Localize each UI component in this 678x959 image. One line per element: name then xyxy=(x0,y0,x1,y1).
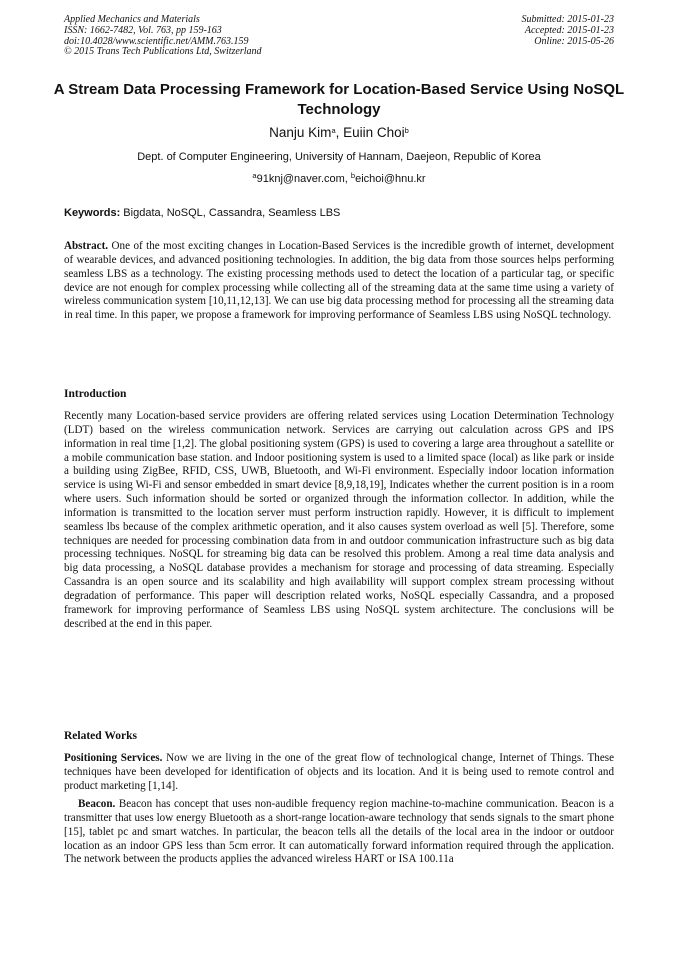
issn-line: ISSN: 1662-7482, Vol. 763, pp 159-163 xyxy=(64,24,222,36)
copyright-line: © 2015 Trans Tech Publications Ltd, Switzerland xyxy=(64,46,262,58)
beacon-label: Beacon. xyxy=(78,798,116,810)
positioning-label: Positioning Services. xyxy=(64,752,163,764)
abstract-label: Abstract. xyxy=(64,240,109,252)
affiliation: Dept. of Computer Engineering, University of Hannam, Daejeon, Republic of Korea xyxy=(137,151,541,163)
introduction-heading: Introduction xyxy=(64,388,127,400)
author-name: Euiin Choi xyxy=(343,125,405,140)
accepted-date: Accepted: 2015-01-23 xyxy=(524,24,614,36)
beacon-text: Beacon has concept that uses non-audible frequency region machine-to-machine communication. Beacon is a transmitter that uses low energy Bluetooth as a short-range location-aware technology that sends signals to the smart phone [15], tablet pc and smart watches. In particular, the beacon tells all the details of the local area in the indoor or outdoor location as an indoor GPS less than 5cm error. It can automatically forward information required through the application. The network between the products applies the advanced wireless HART or ISA 100.11a xyxy=(64,798,614,866)
email-mark: b xyxy=(350,171,356,180)
author-affil-mark: b xyxy=(404,126,409,135)
author-emails xyxy=(40,172,638,186)
related-works-heading: Related Works xyxy=(64,730,137,742)
journal-name: Applied Mechanics and Materials xyxy=(64,14,200,25)
email-mark: a xyxy=(252,171,257,180)
submitted-date: Submitted: 2015-01-23 xyxy=(521,14,614,25)
keywords-label: Keywords: xyxy=(64,207,121,219)
keywords-text: Bigdata, NoSQL, Cassandra, Seamless LBS xyxy=(120,207,341,219)
author-separator: , xyxy=(335,125,344,140)
email-address: eichoi@hnu.kr xyxy=(355,173,426,185)
author-name: Nanju Kim xyxy=(269,125,332,140)
online-date: Online: 2015-05-26 xyxy=(534,35,614,47)
positioning-services-paragraph xyxy=(64,752,614,794)
doi-line: doi:10.4028/www.scientific.net/AMM.763.159 xyxy=(64,35,249,47)
abstract-paragraph xyxy=(64,240,614,323)
author-affil-mark: a xyxy=(331,126,336,135)
journal-header xyxy=(64,15,262,58)
abstract-text: One of the most exciting changes in Location-Based Services is the incredible growth of internet, development of wearable devices, and advanced positioning technologies. In addition, the big data from those sources helps performing seamless LBS as a technology. The existing processing methods used to detect the location of a particular tag, or specific device are not enough for complex processing while collecting all of the streaming data at the same time using a variety of wireless communication system [10,11,12,13]. We can use big data processing method for processing all the streaming data in real time. In this paper, we propose a framework for improving performance of Seamless LBS using NoSQL technology. xyxy=(64,240,614,322)
paper-title: A Stream Data Processing Framework for Location-Based Service Using NoSQL Technology xyxy=(53,81,625,118)
author-list xyxy=(40,124,638,142)
introduction-paragraph: Recently many Location-based service providers are offering related services using Location Determination Technology (LDT) based on the wireless communication network. Services are carrying out calculation across GPS and IPS information in real time [1,2]. The global positioning system (GPS) is used to covering a large area throughout a satellite or a mobile communication base station. and Indoor positioning system is used to a limited space (local) as like park or inside a building using ZigBee, RFID, CSS, UWB, Bluetooth, and Wi-Fi environment. Especially indoor location information service is using Wi-Fi and sensor embedded in smart device [8,9,18,19], Indicates whether the current position is in a room where users. Such information should be sorted or organized through the information collector. In addition, while the information is transmitted to the location server must perform instruction rapidly. However, it is difficult to implement seamless lbs because of the complex arithmetic operation, and it also causes system overload as well [5]. Therefore, some techniques are needed for processing combination data from in and outdoor communication infrastructure such as big data processing techniques. NoSQL for streaming big data can be resolved this problem. Among a real time data analysis and big data processing, a NoSQL database provides a mechanism for storage and processing of data streaming. Especially Cassandra is an open source and its scalability and high availability will support complex stream processing without degradation of performance. This paper will description related works, NoSQL especially Cassandra, and a proposed framework for improving performance of Seamless LBS using NoSQL system architecture. The conclusions will be described at the end in this paper. xyxy=(64,410,614,630)
keywords-line xyxy=(64,206,616,220)
dates-header xyxy=(522,15,615,47)
email-address: 91knj@naver.com, xyxy=(256,173,351,185)
beacon-paragraph xyxy=(64,798,614,867)
positioning-text: Now we are living in the one of the great flow of technological change, Internet of Things. These techniques have been developed for identification of objects and its location. And it is being used to remote control and product marketing [1,14]. xyxy=(64,752,614,792)
